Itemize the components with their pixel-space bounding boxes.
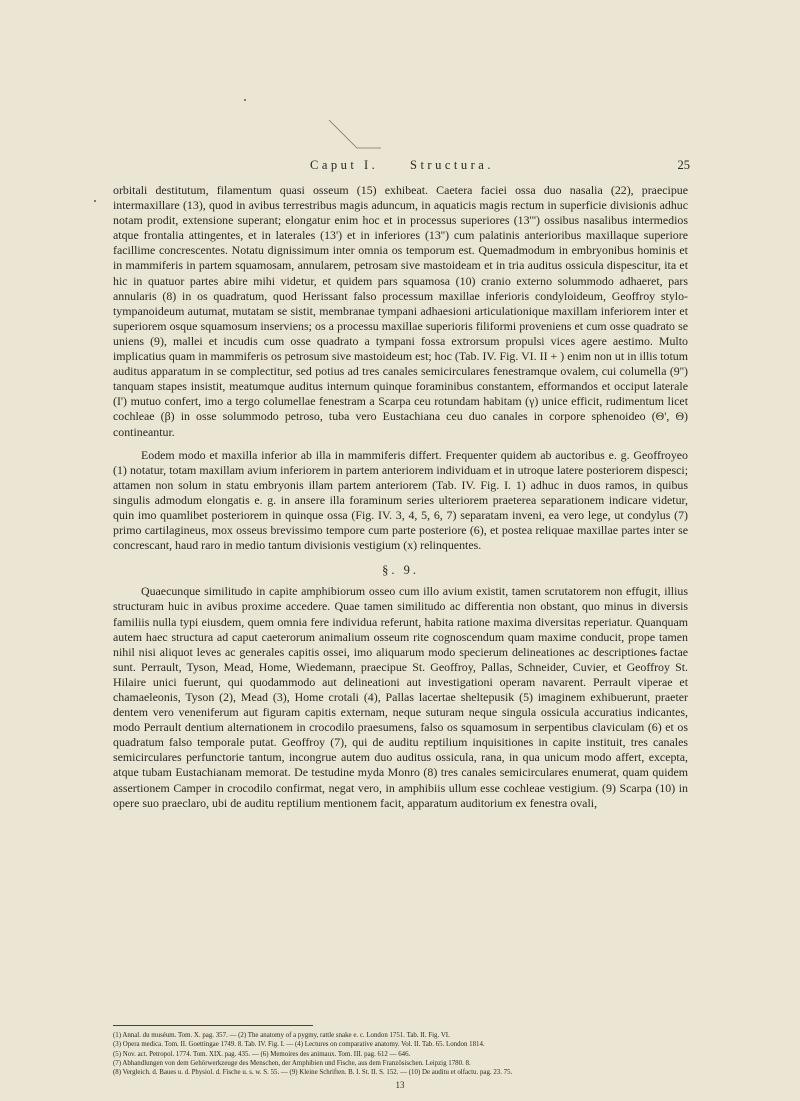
page-number: 25 bbox=[677, 158, 690, 172]
paragraph-maxilla-inferior: Eodem modo et maxilla inferior ab illa in mammiferis differt. Frequenter quidem ab auctoribus e. g. Geoffroyeo (1) notatur, totam maxillam avium inferiorem in partem anteriorem individuam et in utroque latere posteriorem dispesci; attamen non solum in statu embryonis illam partem anteriorem (Tab. IV. Fig. I. 1) adhuc in duos ramos, in quibus singulis admodum elongatis e. g. in ansere illa foraminum series ulteriorem praeterea separationem indicare videtur, quin imo quamlibet posteriorem in quinque ossa (Fig. IV. 3, 4, 5, 6, 7) separatam inveni, ea vero lege, ut condylus (7) primo cartilagineus, mox osseus brevissimo tempore cum parte posteriore (6), et postea reliquae maxillae partes inter se concrescant, haud raro in medio tantum divisionis vestigium (x) relinquentes. bbox=[113, 447, 688, 553]
paper-speck bbox=[244, 99, 246, 101]
paragraph-amphibia: Quaecunque similitudo in capite amphibiorum osseo cum illo avium existit, tamen scrutatorem non effugit, illius structuram huic in avibus proxime accedere. Quae tamen similitudo ac differentia non obstant, quo minus in diversis familiis nulla typi eiusdem, quem omnia fere individua referunt, habita ratione maxima diversitas reperiatur. Quanquam autem haec structura ad caput caeterorum animalium osseum rite cognoscendum quam maxime conducit, prope tamen nihil nisi aliquot leves ac generales capitis ossei, imo aliquarum modo specierum delineationes ac descriptiones factae sunt. Perrault, Tyson, Mead, Home, Wiedemann, praecipue St. Geoffroy, Pallas, Schneider, Cuvier, et Geoffroy St. Hilaire unici fuerunt, qui quodammodo aut delineationi aut investigationi operam navarent. Perrault viperae et chamaeleonis, Tyson (2), Mead (3), Home crotali (4), Pallas lacertae sheltepusik (5) imaginem exhibuerunt, praeter dentem vero veneniferum aut figuram capitis externam, neque suturam neque singula ossicula accuratius indicantes, modo Perrault dentium alternationem in crocodilo praesumens, falso os squamosum in serpentibus claviculam (6) et os quadratum falso temporale putat. Geoffroy (7), qui de auditu reptilium inquisitiones in capite instituit, tres canales semicirculares perfunctorie tantum, incongrue autem duo auditus ossicula, rana, in qua unicum modo affert, excepta, atque tubam Eustachianam memorat. De testudine myda Monro (8) tres canales semicirculares enumerat, quam quidem assertionem Camper in crocodilo confirmat, negat vero, in amphibiis ullum esse cochleae vestigium. (9) Scarpa (10) in opere suo praeclaro, ubi de auditu reptilium mentionem facit, apparatum auditorium ex fenestra ovali, bbox=[113, 584, 688, 810]
running-header bbox=[110, 158, 690, 174]
section-heading: Structura. bbox=[410, 158, 494, 172]
paper-speck bbox=[94, 200, 96, 202]
pencil-stroke-mark bbox=[325, 118, 385, 158]
footnote-rule bbox=[113, 1025, 313, 1026]
chapter-heading: Caput I. bbox=[310, 158, 379, 172]
main-text bbox=[113, 183, 688, 811]
footnote-line: (3) Opera medica. Tom. II. Goettingae 1749. 8. Tab. IV. Fig. I. — (4) Lectures on comparative anatomy. Vol. II. Tab. 65. London 1814. bbox=[113, 1041, 485, 1049]
paragraph-continuation: orbitali destitutum, filamentum quasi osseum (15) exhibeat. Caetera faciei ossa duo nasalia (22), praecipue intermaxillare (13), quod in avibus terrestribus magis aduncum, in aquaticis magis rectum in superficie divisionis adhuc notam prodit, extensione superant; elongatur enim hoc et in processus superiores (13''') ossibus nasalibus intermedios atque frontalia attingentes, et in laterales (13') et in inferiores (13'') cum palatinis anterioribus maxillaque superiore facillime concrescentes. Notatu dignissimum inter omnia os temporum est. Quemadmodum in embryonibus hominis et in mammiferis in partem squamosam, annularem, petrosam sive mastoideam et in tria auditus ossicula dispescitur, ita et hic in quatuor partes abire mihi videtur, et quidem pars squamosa (10) cranio externo solummodo adhaeret, pars annularis (8) in os quadratum, quod Herissant falso processum maxillae inferioris condyloideum, Geoffroy stylo-tympanoideum autumat, mutatam se sistit, membranae tympani adhaesioni articulationique maxillam inferiorem inter et superiorem osque squamosum inserviens; os a processu maxillae superioris filiformi proveniens et cum osse quadrato se uniens (9), mallei et incudis cum osse quadrato a tympani fossa extrorsum propulsi vices agere aestimo. Multo implicatius quam in mammiferis os petrosum sive mastoideum est; hoc (Tab. IV. Fig. VI. II + ) enim non ut in illis totum auditus apparatum in se complectitur, sed potius ad tres canales semicirculares fenestramque ovalem, cui columella (9'') tanquam stapes insistit, meatumque auditus internum quinque foraminibus constantem, efformandos et occiput laterale (I') mutuo confert, imo a tergo columellae fenestram a Scarpa ceu rotundam habitam (γ) unice efficit, rudimentum licet cochleae (β) in osse solummodo petroso, tuba vero Eustachiana ceu duo canales in corpore sphenoideo (Θ', Θ) contineantur. bbox=[113, 183, 688, 439]
signature-mark: 13 bbox=[395, 1080, 405, 1090]
footnotes bbox=[113, 1031, 688, 1077]
footnote-line: (8) Vergleich. d. Baues u. d. Physiol. d. Fische u. s. w. S. 55. — (9) Kleine Schriften. B. I. St. II. S. 152. — (10) De auditu et olfactu. pag. 23. 75. bbox=[113, 1069, 513, 1077]
footnote-line: (1) Annal. du muséum. Tom. X. pag. 357. — (2) The anatomy of a pygmy, rattle snake e. c. London 1751. Tab. II. Fig. VI. bbox=[113, 1032, 450, 1039]
section-number: §. 9. bbox=[382, 563, 419, 578]
footnote-line: (7) Abhandlungen von dem Gehörwerkzeuge des Menschen, der Amphibien und Fische, aus dem Französischen. Leipzig 1780. 8. bbox=[113, 1059, 471, 1067]
footnote-line: (5) Nov. act. Petropol. 1774. Tom. XIX. pag. 435. — (6) Memoires des animaux. Tom. III. pag. 612 — 646. bbox=[113, 1050, 411, 1058]
